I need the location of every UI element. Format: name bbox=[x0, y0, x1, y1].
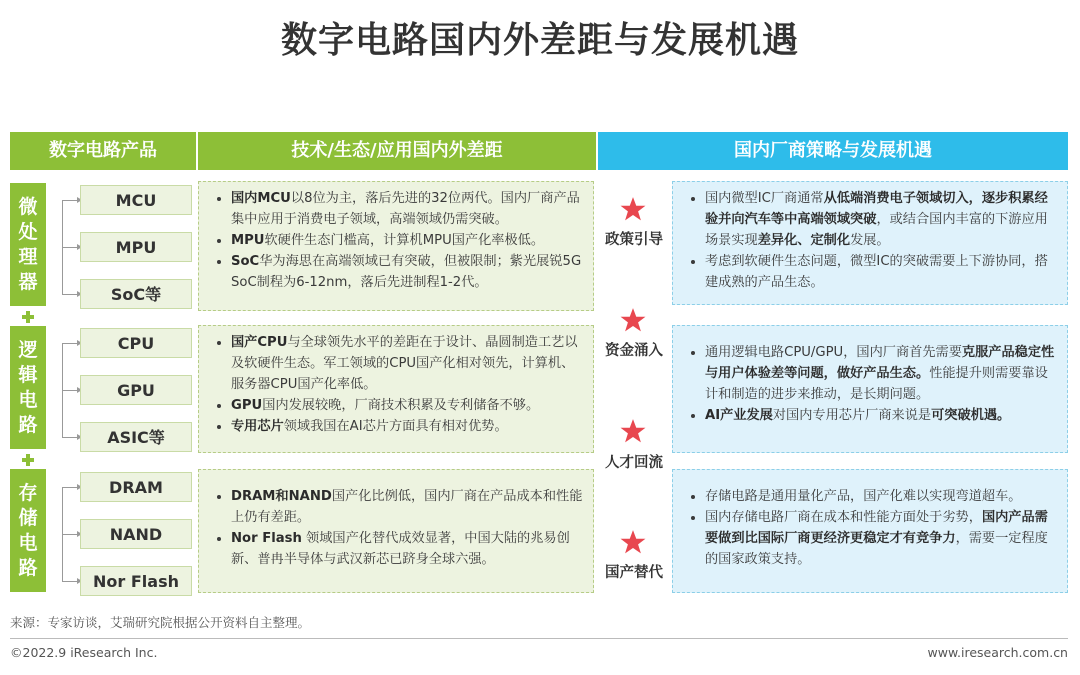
gap-box-logic bbox=[198, 325, 594, 453]
plus-icon bbox=[22, 454, 34, 466]
bullet-item: • DRAM和NAND国产化比例低，国内厂商在产品成本和性能上仍有差距。 bbox=[231, 486, 583, 528]
opportunity-box-microprocessor bbox=[672, 181, 1068, 305]
category-label: 存储电路 bbox=[18, 481, 38, 579]
page-title: 数字电路国内外差距与发展机遇 bbox=[280, 20, 799, 61]
bullet-item: • AI产业发展对国内专用芯片厂商来说是可突破机遇。 bbox=[705, 405, 1057, 426]
star-icon bbox=[620, 529, 646, 555]
connector-arrow bbox=[62, 343, 78, 344]
connector-arrow bbox=[62, 487, 78, 488]
footer-divider bbox=[10, 638, 1068, 639]
bullet-item: • 国内MCU以8位为主，落后先进的32位两代。国内厂商产品集中应用于消费电子领域，高端领域仍需突破。 bbox=[231, 188, 583, 230]
opportunity-list bbox=[685, 342, 1057, 426]
category-microprocessor bbox=[10, 183, 46, 306]
product-nor-flash: Nor Flash bbox=[80, 566, 192, 596]
category-label: 逻辑电路 bbox=[18, 338, 38, 436]
copyright: ©2022.9 iResearch Inc. bbox=[10, 645, 158, 660]
product-dram: DRAM bbox=[80, 472, 192, 502]
product-mcu: MCU bbox=[80, 185, 192, 215]
connector-arrow bbox=[62, 200, 78, 201]
connector-arrow bbox=[62, 581, 78, 582]
product-asic: ASIC等 bbox=[80, 422, 192, 452]
connector-arrow bbox=[62, 390, 78, 391]
bullet-item: • 国内微型IC厂商通常从低端消费电子领域切入，逐步积累经验并向汽车等中高端领域突破，或结合国内丰富的下游应用场景实现差异化、定制化发展。 bbox=[705, 188, 1057, 251]
bullet-item: • 考虑到软硬件生态问题，微型IC的突破需要上下游协同，搭建成熟的产品生态。 bbox=[705, 251, 1057, 293]
star-icon bbox=[620, 418, 646, 444]
opportunity-box-logic bbox=[672, 325, 1068, 453]
driver-substitution: 国产替代 bbox=[605, 565, 663, 581]
category-storage bbox=[10, 469, 46, 592]
bullet-item: • MPU软硬件生态门槛高，计算机MPU国产化率极低。 bbox=[231, 230, 583, 251]
gap-list bbox=[211, 332, 583, 437]
category-label: 微处理器 bbox=[18, 195, 38, 293]
connector-arrow bbox=[62, 294, 78, 295]
website-link[interactable]: www.iresearch.com.cn bbox=[927, 645, 1068, 660]
driver-policy: 政策引导 bbox=[605, 232, 663, 248]
star-icon bbox=[620, 307, 646, 333]
bullet-item: • GPU国内发展较晚，厂商技术积累及专利储备不够。 bbox=[231, 395, 583, 416]
plus-icon bbox=[22, 311, 34, 323]
bullet-item: • 国内存储电路厂商在成本和性能方面处于劣势，国内产品需要做到比国际厂商更经济更稳定才有竞争力，需要一定程度的国家政策支持。 bbox=[705, 507, 1057, 570]
gap-list bbox=[211, 188, 583, 293]
connector-arrow bbox=[62, 247, 78, 248]
bullet-item: • 国产CPU与全球领先水平的差距在于设计、晶圆制造工艺以及软硬件生态。军工领域的CPU国产化相对领先，计算机、服务器CPU国产化率低。 bbox=[231, 332, 583, 395]
product-gpu: GPU bbox=[80, 375, 192, 405]
gap-list bbox=[211, 486, 583, 570]
source-note: 来源：专家访谈，艾瑞研究院根据公开资料自主整理。 bbox=[10, 615, 311, 630]
product-nand: NAND bbox=[80, 519, 192, 549]
gap-box-storage bbox=[198, 469, 594, 593]
product-soc: SoC等 bbox=[80, 279, 192, 309]
opportunity-box-storage bbox=[672, 469, 1068, 593]
opportunity-list bbox=[685, 188, 1057, 293]
gap-box-microprocessor bbox=[198, 181, 594, 311]
connector-arrow bbox=[62, 534, 78, 535]
opportunity-list bbox=[685, 486, 1057, 570]
bullet-item: • 存储电路是通用量化产品，国产化难以实现弯道超车。 bbox=[705, 486, 1057, 507]
bullet-item: • 专用芯片领域我国在AI芯片方面具有相对优势。 bbox=[231, 416, 583, 437]
bullet-item: • SoC华为海思在高端领域已有突破，但被限制；紫光展锐5G SoC制程为6-12nm，落后先进制程1-2代。 bbox=[231, 251, 583, 293]
driver-talent: 人才回流 bbox=[605, 455, 663, 471]
driver-capital: 资金涌入 bbox=[605, 343, 663, 359]
bullet-item: • 通用逻辑电路CPU/GPU，国内厂商首先需要克服产品稳定性与用户体验差等问题，做好产品生态。性能提升则需要靠设计和制造的进步来推动，是长期问题。 bbox=[705, 342, 1057, 405]
bullet-item: • Nor Flash 领域国产化替代成效显著，中国大陆的兆易创新、普冉半导体与武汉新芯已跻身全球六强。 bbox=[231, 528, 583, 570]
product-mpu: MPU bbox=[80, 232, 192, 262]
header-gap: 技术/生态/应用国内外差距 bbox=[198, 132, 596, 170]
product-cpu: CPU bbox=[80, 328, 192, 358]
header-products: 数字电路产品 bbox=[10, 132, 196, 170]
category-logic bbox=[10, 326, 46, 449]
header-opportunity: 国内厂商策略与发展机遇 bbox=[598, 132, 1068, 170]
connector-arrow bbox=[62, 437, 78, 438]
star-icon bbox=[620, 196, 646, 222]
